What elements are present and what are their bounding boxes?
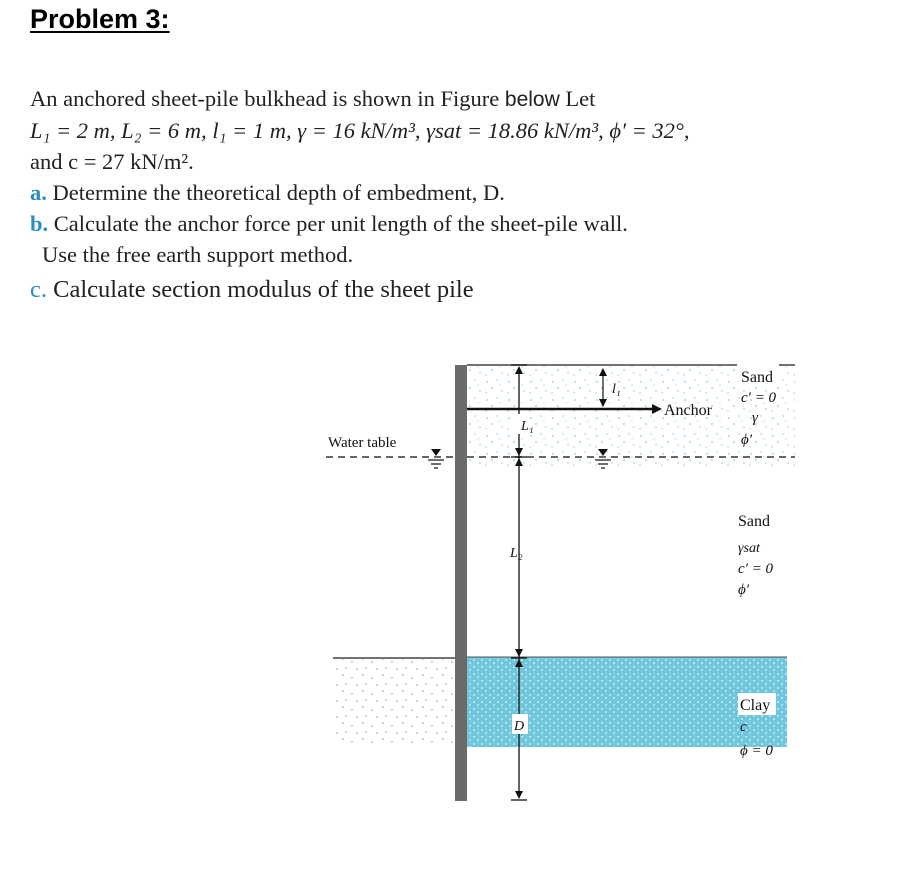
param-gamma: γ = 16 kN/m³, <box>297 118 421 143</box>
layer1-gamma: γ <box>752 410 758 426</box>
param-ell1: l₁ = 1 m, <box>212 118 292 143</box>
layer3-phi: ϕ = 0 <box>740 743 773 759</box>
dim-l2-label: L₂ <box>510 546 523 561</box>
part-c-label: c. <box>30 276 47 303</box>
dim-l1-lower-label: l₁ <box>612 382 621 397</box>
layer2-phi: ϕ′ <box>738 582 750 598</box>
param-l1: L₁ = 2 m, <box>30 118 116 143</box>
layer1-phi: ϕ′ <box>741 432 753 448</box>
intro-below: below <box>504 88 560 111</box>
anchor-label: Anchor <box>664 402 712 419</box>
layer2-c: c′ = 0 <box>738 561 774 577</box>
water-table-icon <box>428 449 444 468</box>
param-gamma-sat: γsat = 18.86 kN/m³, <box>426 118 604 143</box>
param-phi: ϕ′ = 32°, <box>609 118 690 143</box>
page-title: Problem 3: <box>30 4 170 34</box>
part-a-label: a. <box>30 180 47 205</box>
part-b-label: b. <box>30 211 49 236</box>
part-a-text: Determine the theoretical depth of embedment, D. <box>52 180 505 205</box>
dim-d-label: D <box>514 719 525 734</box>
part-b-note-text: Use the free earth support method. <box>42 242 354 267</box>
layer3-c: c <box>740 719 747 735</box>
intro-text: An anchored sheet-pile bulkhead is shown in Figure <box>30 86 500 111</box>
layer1-name: Sand <box>741 369 773 386</box>
layer1-c: c′ = 0 <box>741 390 777 406</box>
param-l2: L₂ = 6 m, <box>121 118 207 143</box>
layer3-name: Clay <box>740 697 771 714</box>
water-table-label: Water table <box>328 435 397 451</box>
layer2-gamma-sat: γsat <box>738 541 760 556</box>
intro-let: Let <box>565 86 596 111</box>
part-c-text: Calculate section modulus of the sheet pile <box>53 276 474 303</box>
param-c: and c = 27 kN/m². <box>30 149 194 174</box>
front-soil-region <box>333 659 455 745</box>
sheet-pile-wall <box>455 365 467 801</box>
dim-l1-upper-label: L₁ <box>521 419 534 434</box>
layer2-name: Sand <box>738 513 770 530</box>
part-b-text: Calculate the anchor force per unit length of the sheet-pile wall. <box>53 211 628 236</box>
